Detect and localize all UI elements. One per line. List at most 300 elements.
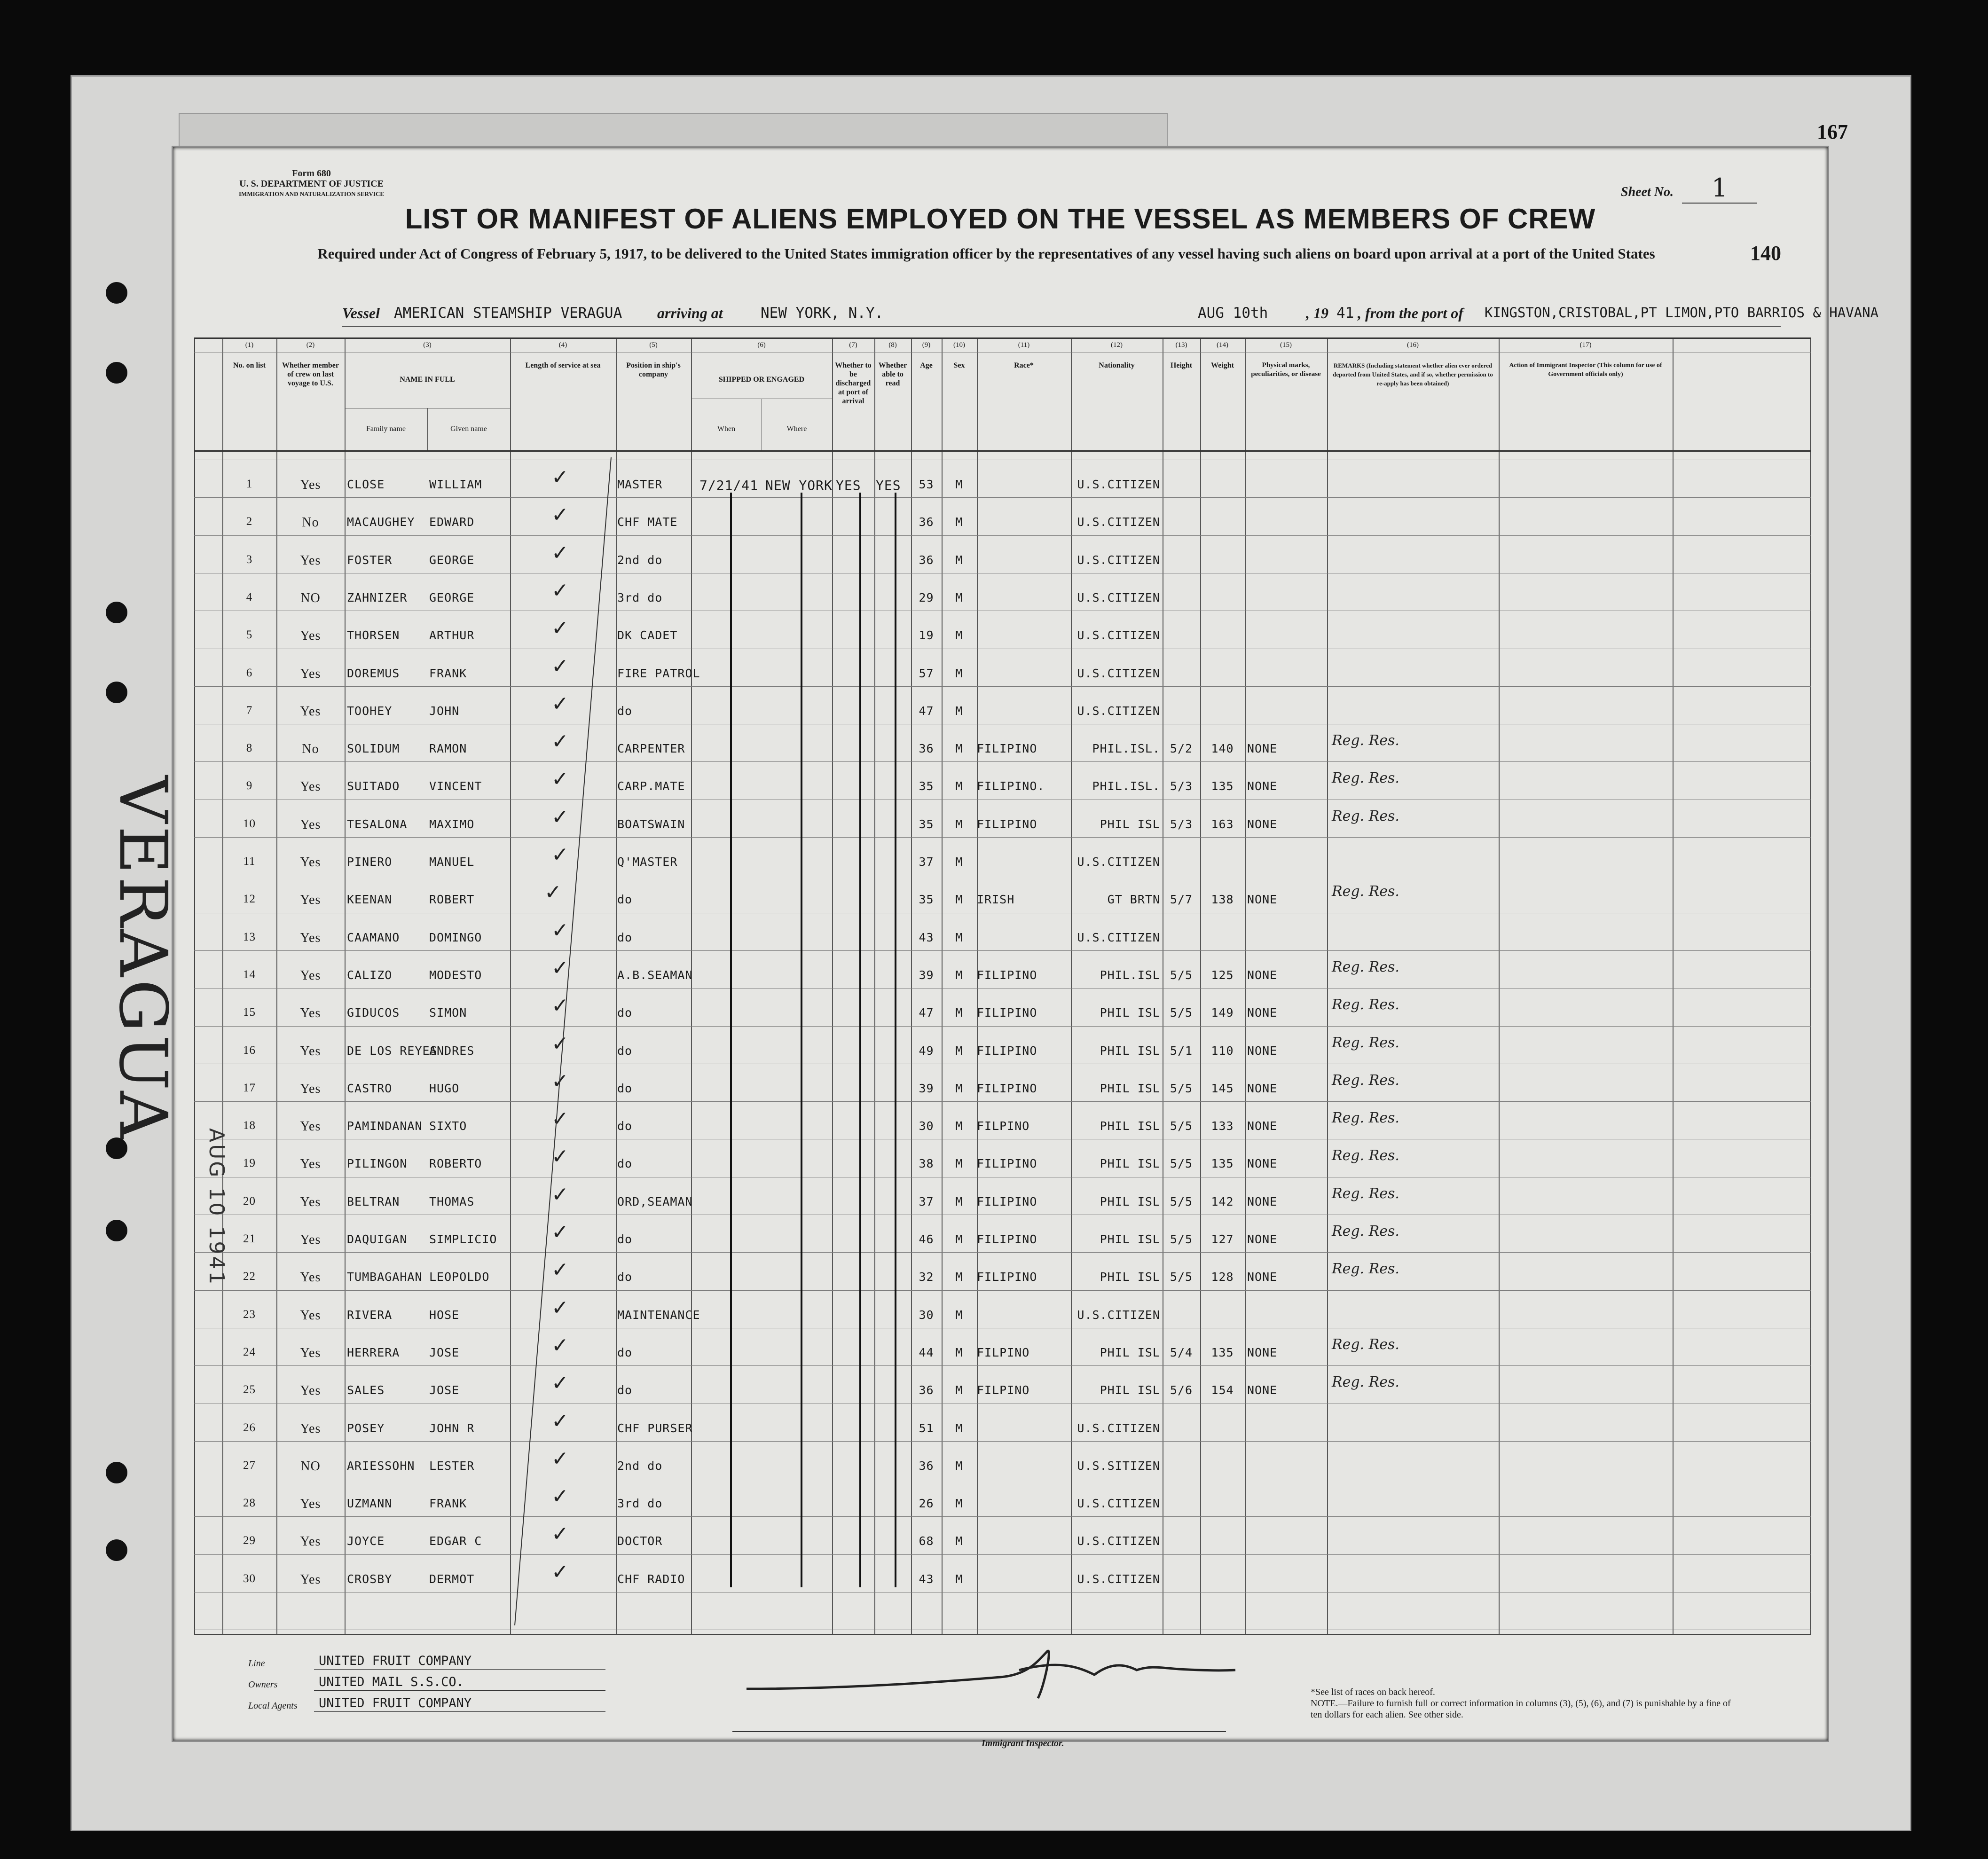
column-header: Whether member of crew on last voyage to U.S. [282,361,339,387]
cell-no: 7 [246,704,253,717]
cell-nationality: PHIL ISL [1100,1119,1160,1133]
cell-height: 5/5 [1170,1081,1193,1095]
cell-family: UZMANN [347,1497,393,1511]
first-row-where: NEW YORK [765,478,833,493]
cell-sex: M [955,1043,963,1058]
punch-hole [106,362,127,384]
check-mark: ✓ [551,1446,569,1471]
column-subheader: Where [786,425,807,433]
cell-remarks: Reg. Res. [1332,1261,1399,1278]
cell-no: 29 [243,1534,256,1547]
manifest-table [194,337,1811,1635]
check-mark: ✓ [551,1484,569,1509]
record-number: 140 [1750,242,1781,265]
cell-nationality: U.S.CITIZEN [1077,478,1160,491]
cell-prev: Yes [300,1345,321,1360]
cell-sex: M [955,1270,963,1284]
table-row-rule [194,1101,1811,1102]
column-header: Position in ship's company [626,361,681,378]
cell-given: MAXIMO [429,817,475,831]
cell-race: FILIPINO [977,1043,1037,1058]
cell-marks: NONE [1247,968,1278,982]
cell-remarks: Reg. Res. [1332,1072,1399,1089]
cell-position: CHF PURSER [617,1421,693,1435]
check-mark: ✓ [551,1145,569,1169]
table-border [194,337,1811,1635]
cell-race: FILIPINO [977,817,1037,831]
cell-position: CARP.MATE [617,779,685,793]
cell-age: 39 [919,1081,934,1095]
cell-family: SALES [347,1383,385,1397]
cell-age: 29 [919,590,934,604]
cell-no: 21 [243,1232,256,1245]
vessel-underline [342,326,1781,327]
cell-no: 17 [243,1081,256,1094]
cell-no: 27 [243,1459,256,1472]
column-header: Nationality [1099,361,1135,369]
cell-remarks: Reg. Res. [1332,1034,1399,1051]
owners-label: Owners [248,1679,278,1690]
cell-given: GEORGE [429,553,475,567]
cell-nationality: PHIL ISL [1100,1270,1160,1284]
cell-given: EDWARD [429,515,475,529]
column-number: (14) [1217,341,1228,349]
cell-given: SIXTO [429,1119,467,1133]
cell-given: VINCENT [429,779,482,793]
ditto-line [730,493,732,1587]
cell-position: ORD,SEAMAN [617,1194,693,1208]
column-number: (2) [306,341,315,349]
cell-remarks: Reg. Res. [1332,1110,1399,1127]
cell-sex: M [955,515,963,529]
punch-hole [106,1462,127,1483]
cell-age: 36 [919,742,934,756]
cell-race: FILPINO [977,1345,1030,1359]
check-mark: ✓ [551,1107,569,1131]
cell-marks: NONE [1247,1270,1278,1284]
vessel-name: AMERICAN STEAMSHIP VERAGUA [394,305,622,322]
column-header: Physical marks, peculiarities, or disease [1251,361,1321,378]
cell-position: MASTER [617,478,663,491]
cell-family: CAAMANO [347,930,400,944]
table-header-rule [194,337,1811,339]
cell-position: 3rd do [617,590,663,604]
cell-given: FRANK [429,666,467,680]
punch-hole [106,602,127,623]
cell-marks: NONE [1247,1345,1278,1359]
cell-sex: M [955,930,963,944]
column-number: (17) [1579,341,1592,349]
cell-family: RIVERA [347,1308,393,1322]
punch-hole [106,682,127,703]
cell-sex: M [955,1383,963,1397]
cell-sex: M [955,1534,963,1548]
cell-nationality: U.S.CITIZEN [1077,1534,1160,1548]
cell-nationality: U.S.SITIZEN [1077,1459,1160,1473]
cell-height: 5/5 [1170,1119,1193,1133]
cell-sex: M [955,1497,963,1511]
column-header: Whether to be discharged at port of arrival [835,361,872,405]
cell-no: 11 [243,855,256,868]
cell-given: MANUEL [429,855,475,869]
column-header: Length of service at sea [525,361,601,369]
cell-nationality: U.S.CITIZEN [1077,1308,1160,1322]
cell-given: ANDRES [429,1043,475,1058]
column-number: (8) [888,341,897,349]
table-row-rule [194,950,1811,951]
cell-given: ROBERT [429,893,475,907]
sheet-number: 1 [1682,173,1757,204]
page-number: 167 [1817,120,1848,143]
cell-prev: Yes [300,1157,321,1172]
note-races: *See list of races on back hereof. [1311,1687,1435,1697]
cell-position: do [617,1006,633,1020]
cell-race: FILIPINO. [977,779,1045,793]
cell-height: 5/5 [1170,1006,1193,1020]
owners-value: UNITED MAIL S.S.CO. [319,1675,464,1689]
cell-given: GEORGE [429,590,475,604]
cell-height: 5/3 [1170,817,1193,831]
cell-nationality: PHIL ISL [1100,817,1160,831]
cell-prev: NO [300,1459,321,1474]
form-info [239,168,384,199]
cell-marks: NONE [1247,893,1278,907]
cell-height: 5/7 [1170,893,1193,907]
cell-family: PILINGON [347,1157,408,1171]
line-label: Line [248,1658,265,1669]
cell-family: HERRERA [347,1345,400,1359]
cell-age: 46 [919,1232,934,1246]
cell-given: MODESTO [429,968,482,982]
cell-weight: 135 [1211,1345,1234,1359]
from-label: , from the port of [1358,305,1463,322]
cell-nationality: PHIL ISL [1100,1345,1160,1359]
cell-position: do [617,1119,633,1133]
cell-no: 24 [243,1345,256,1358]
line-value: UNITED FRUIT COMPANY [319,1654,472,1668]
column-number: (5) [649,341,658,349]
cell-family: SOLIDUM [347,742,400,756]
agents-rule [314,1711,605,1712]
check-mark: ✓ [551,1409,569,1433]
column-header: Height [1170,361,1193,369]
cell-sex: M [955,1081,963,1095]
cell-marks: NONE [1247,1119,1278,1133]
cell-no: 30 [243,1572,256,1585]
cell-no: 1 [246,478,253,490]
cell-position: MAINTENANCE [617,1308,700,1322]
cell-sex: M [955,1006,963,1020]
column-number: (15) [1280,341,1292,349]
column-number: (6) [757,341,766,349]
cell-nationality: PHIL ISL [1100,1006,1160,1020]
ditto-line [801,493,802,1587]
check-mark: ✓ [551,503,569,527]
cell-remarks: Reg. Res. [1332,770,1399,787]
cell-given: LEOPOLDO [429,1270,490,1284]
cell-nationality: PHIL.ISL. [1092,742,1160,756]
cell-position: Q'MASTER [617,855,678,869]
cell-race: FILIPINO [977,1081,1037,1095]
cell-race: FILIPINO [977,1194,1037,1208]
cell-weight: 145 [1211,1081,1234,1095]
first-row-discharged: YES [836,478,861,493]
cell-given: FRANK [429,1497,467,1511]
cell-marks: NONE [1247,1194,1278,1208]
column-header: Whether able to read [878,361,907,387]
column-number: (11) [1018,341,1030,349]
cell-age: 19 [919,628,934,643]
cell-weight: 140 [1211,742,1234,756]
check-mark: ✓ [551,1031,569,1056]
column-subheader: When [717,425,736,433]
cell-height: 5/2 [1170,742,1193,756]
cell-family: BELTRAN [347,1194,400,1208]
cell-sex: M [955,817,963,831]
cell-age: 47 [919,1006,934,1020]
cell-position: do [617,1157,633,1171]
cell-sex: M [955,779,963,793]
cell-nationality: PHIL ISL [1100,1194,1160,1208]
cell-weight: 125 [1211,968,1234,982]
cell-height: 5/5 [1170,1270,1193,1284]
cell-given: EDGAR C [429,1534,482,1548]
cell-position: DK CADET [617,628,678,643]
cell-nationality: U.S.CITIZEN [1077,666,1160,680]
cell-weight: 149 [1211,1006,1234,1020]
cell-weight: 138 [1211,893,1234,907]
cell-height: 5/4 [1170,1345,1193,1359]
cell-age: 38 [919,1157,934,1171]
cell-age: 30 [919,1308,934,1322]
cell-no: 16 [243,1043,256,1057]
cell-given: JOSE [429,1345,460,1359]
cell-race: FILIPINO [977,1006,1037,1020]
cell-nationality: U.S.CITIZEN [1077,1572,1160,1586]
cell-height: 5/1 [1170,1043,1193,1058]
length-of-service-strike [510,455,618,1630]
cell-weight: 154 [1211,1383,1234,1397]
cell-race: IRISH [977,893,1015,907]
cell-family: CLOSE [347,478,385,491]
from-ports: KINGSTON,CRISTOBAL,PT LIMON,PTO BARRIOS & HAVANA [1485,305,1879,321]
cell-nationality: U.S.CITIZEN [1077,1421,1160,1435]
cell-position: BOATSWAIN [617,817,685,831]
check-mark: ✓ [551,1258,569,1282]
cell-position: CHF MATE [617,515,678,529]
cell-position: A.B.SEAMAN [617,968,693,982]
cell-sex: M [955,478,963,491]
subheader-rule [427,408,428,450]
sheet-label: Sheet No. [1621,185,1674,199]
cell-nationality: U.S.CITIZEN [1077,590,1160,604]
cell-nationality: PHIL ISL [1100,1232,1160,1246]
cell-prev: No [302,742,319,757]
ditto-line [895,493,896,1587]
cell-prev: Yes [300,779,321,794]
cell-sex: M [955,1345,963,1359]
column-number: (3) [423,341,432,349]
cell-age: 30 [919,1119,934,1133]
cell-age: 36 [919,1459,934,1473]
cell-marks: NONE [1247,817,1278,831]
cell-given: DOMINGO [429,930,482,944]
cell-position: do [617,893,633,907]
cell-given: RAMON [429,742,467,756]
cell-no: 4 [246,590,253,604]
cell-prev: Yes [300,478,321,492]
column-header: Sex [953,361,965,369]
column-header: SHIPPED OR ENGAGED [718,376,805,384]
cell-no: 8 [246,742,253,755]
cell-prev: Yes [300,1383,321,1398]
cell-sex: M [955,1572,963,1586]
cell-remarks: Reg. Res. [1332,996,1399,1013]
cell-sex: M [955,628,963,643]
cell-given: SIMON [429,1006,467,1020]
cell-given: JOSE [429,1383,460,1397]
cell-nationality: U.S.CITIZEN [1077,515,1160,529]
cell-given: ROBERTO [429,1157,482,1171]
check-mark: ✓ [551,956,569,980]
table-row-rule [194,1252,1811,1253]
cell-sex: M [955,1194,963,1208]
cell-sex: M [955,1308,963,1322]
table-row-rule [194,1290,1811,1291]
cell-prev: Yes [300,1194,321,1209]
cell-age: 53 [919,478,934,491]
cell-remarks: Reg. Res. [1332,1336,1399,1353]
cell-family: CALIZO [347,968,393,982]
cell-prev: NO [300,590,321,605]
cell-no: 20 [243,1194,256,1208]
cell-position: do [617,704,633,718]
side-handwriting: VERAGUA [104,776,181,1142]
cell-family: FOSTER [347,553,393,567]
cell-height: 5/5 [1170,968,1193,982]
cell-prev: Yes [300,893,321,908]
cell-weight: 135 [1211,779,1234,793]
cell-family: GIDUCOS [347,1006,400,1020]
cell-family: DE LOS REYES [347,1043,438,1058]
arrival-date: AUG 10th [1198,305,1268,322]
column-header: Action of Immigrant Inspector (This column for use of Government officials only) [1509,362,1662,378]
check-mark: ✓ [551,1295,569,1320]
cell-no: 18 [243,1119,256,1132]
cell-sex: M [955,590,963,604]
check-mark: ✓ [551,1560,569,1584]
cell-height: 5/5 [1170,1232,1193,1246]
cell-family: POSEY [347,1421,385,1435]
check-mark: ✓ [551,541,569,565]
cell-race: FILIPINO [977,1270,1037,1284]
cell-weight: 128 [1211,1270,1234,1284]
inspector-rule [732,1731,1226,1732]
cell-sex: M [955,1232,963,1246]
arrival-year: 41 [1336,305,1354,322]
cell-position: do [617,1345,633,1359]
cell-position: do [617,1232,633,1246]
check-mark: ✓ [551,578,569,603]
cell-sex: M [955,1421,963,1435]
column-number: (12) [1111,341,1123,349]
cell-sex: M [955,1459,963,1473]
cell-position: do [617,930,633,944]
cell-age: 51 [919,1421,934,1435]
cell-age: 37 [919,1194,934,1208]
cell-family: TESALONA [347,817,408,831]
department: U. S. DEPARTMENT OF JUSTICE [239,179,384,189]
cell-position: do [617,1043,633,1058]
check-mark: ✓ [551,918,569,942]
table-row-rule [194,686,1811,687]
column-number: (1) [245,341,254,349]
cell-no: 26 [243,1421,256,1434]
cell-no: 5 [246,628,253,642]
cell-age: 39 [919,968,934,982]
manifest-page [172,146,1879,1749]
cell-position: do [617,1081,633,1095]
cell-given: LESTER [429,1459,475,1473]
cell-age: 47 [919,704,934,718]
cell-weight: 135 [1211,1157,1234,1171]
cell-age: 26 [919,1497,934,1511]
cell-prev: Yes [300,1119,321,1134]
check-mark: ✓ [551,994,569,1018]
cell-sex: M [955,855,963,869]
check-mark: ✓ [551,1522,569,1546]
cell-family: JOYCE [347,1534,385,1548]
cell-age: 68 [919,1534,934,1548]
cell-sex: M [955,666,963,680]
check-mark: ✓ [551,805,569,829]
check-mark: ✓ [551,1371,569,1396]
arriving-port: NEW YORK, N.Y. [761,305,884,322]
cell-position: CARPENTER [617,742,685,756]
cell-prev: Yes [300,704,321,719]
cell-age: 49 [919,1043,934,1058]
cell-race: FILIPINO [977,742,1037,756]
cell-marks: NONE [1247,1043,1278,1058]
table-row-rule [194,837,1811,838]
cell-family: DOREMUS [347,666,400,680]
column-header: NAME IN FULL [400,376,455,384]
check-mark: ✓ [551,843,569,867]
cell-prev: Yes [300,1497,321,1512]
cell-marks: NONE [1247,1006,1278,1020]
cell-remarks: Reg. Res. [1332,1223,1399,1239]
cell-weight: 110 [1211,1043,1234,1058]
cell-race: FILIPINO [977,1157,1037,1171]
cell-nationality: U.S.CITIZEN [1077,704,1160,718]
cell-family: TOOHEY [347,704,393,718]
page-subtitle: Required under Act of Congress of February 5, 1917, to be delivered to the United States immigration officer by the representatives of any vessel having such aliens on board upon arrival at a port of the United States [317,245,1655,262]
cell-position: 2nd do [617,553,663,567]
cell-position: FIRE PATROL [617,666,700,680]
cell-race: FILPINO [977,1119,1030,1133]
table-row-rule [194,535,1811,536]
cell-height: 5/6 [1170,1383,1193,1397]
cell-given: THOMAS [429,1194,475,1208]
cell-age: 36 [919,515,934,529]
cell-no: 14 [243,968,256,981]
cell-sex: M [955,968,963,982]
column-header: REMARKS (Including statement whether alien ever ordered deported from United States, and if so, whether permission to re-apply has been obtained) [1333,362,1493,387]
check-mark: ✓ [551,1069,569,1093]
cell-age: 37 [919,855,934,869]
cell-race: FILIPINO [977,968,1037,982]
cell-family: CASTRO [347,1081,393,1095]
